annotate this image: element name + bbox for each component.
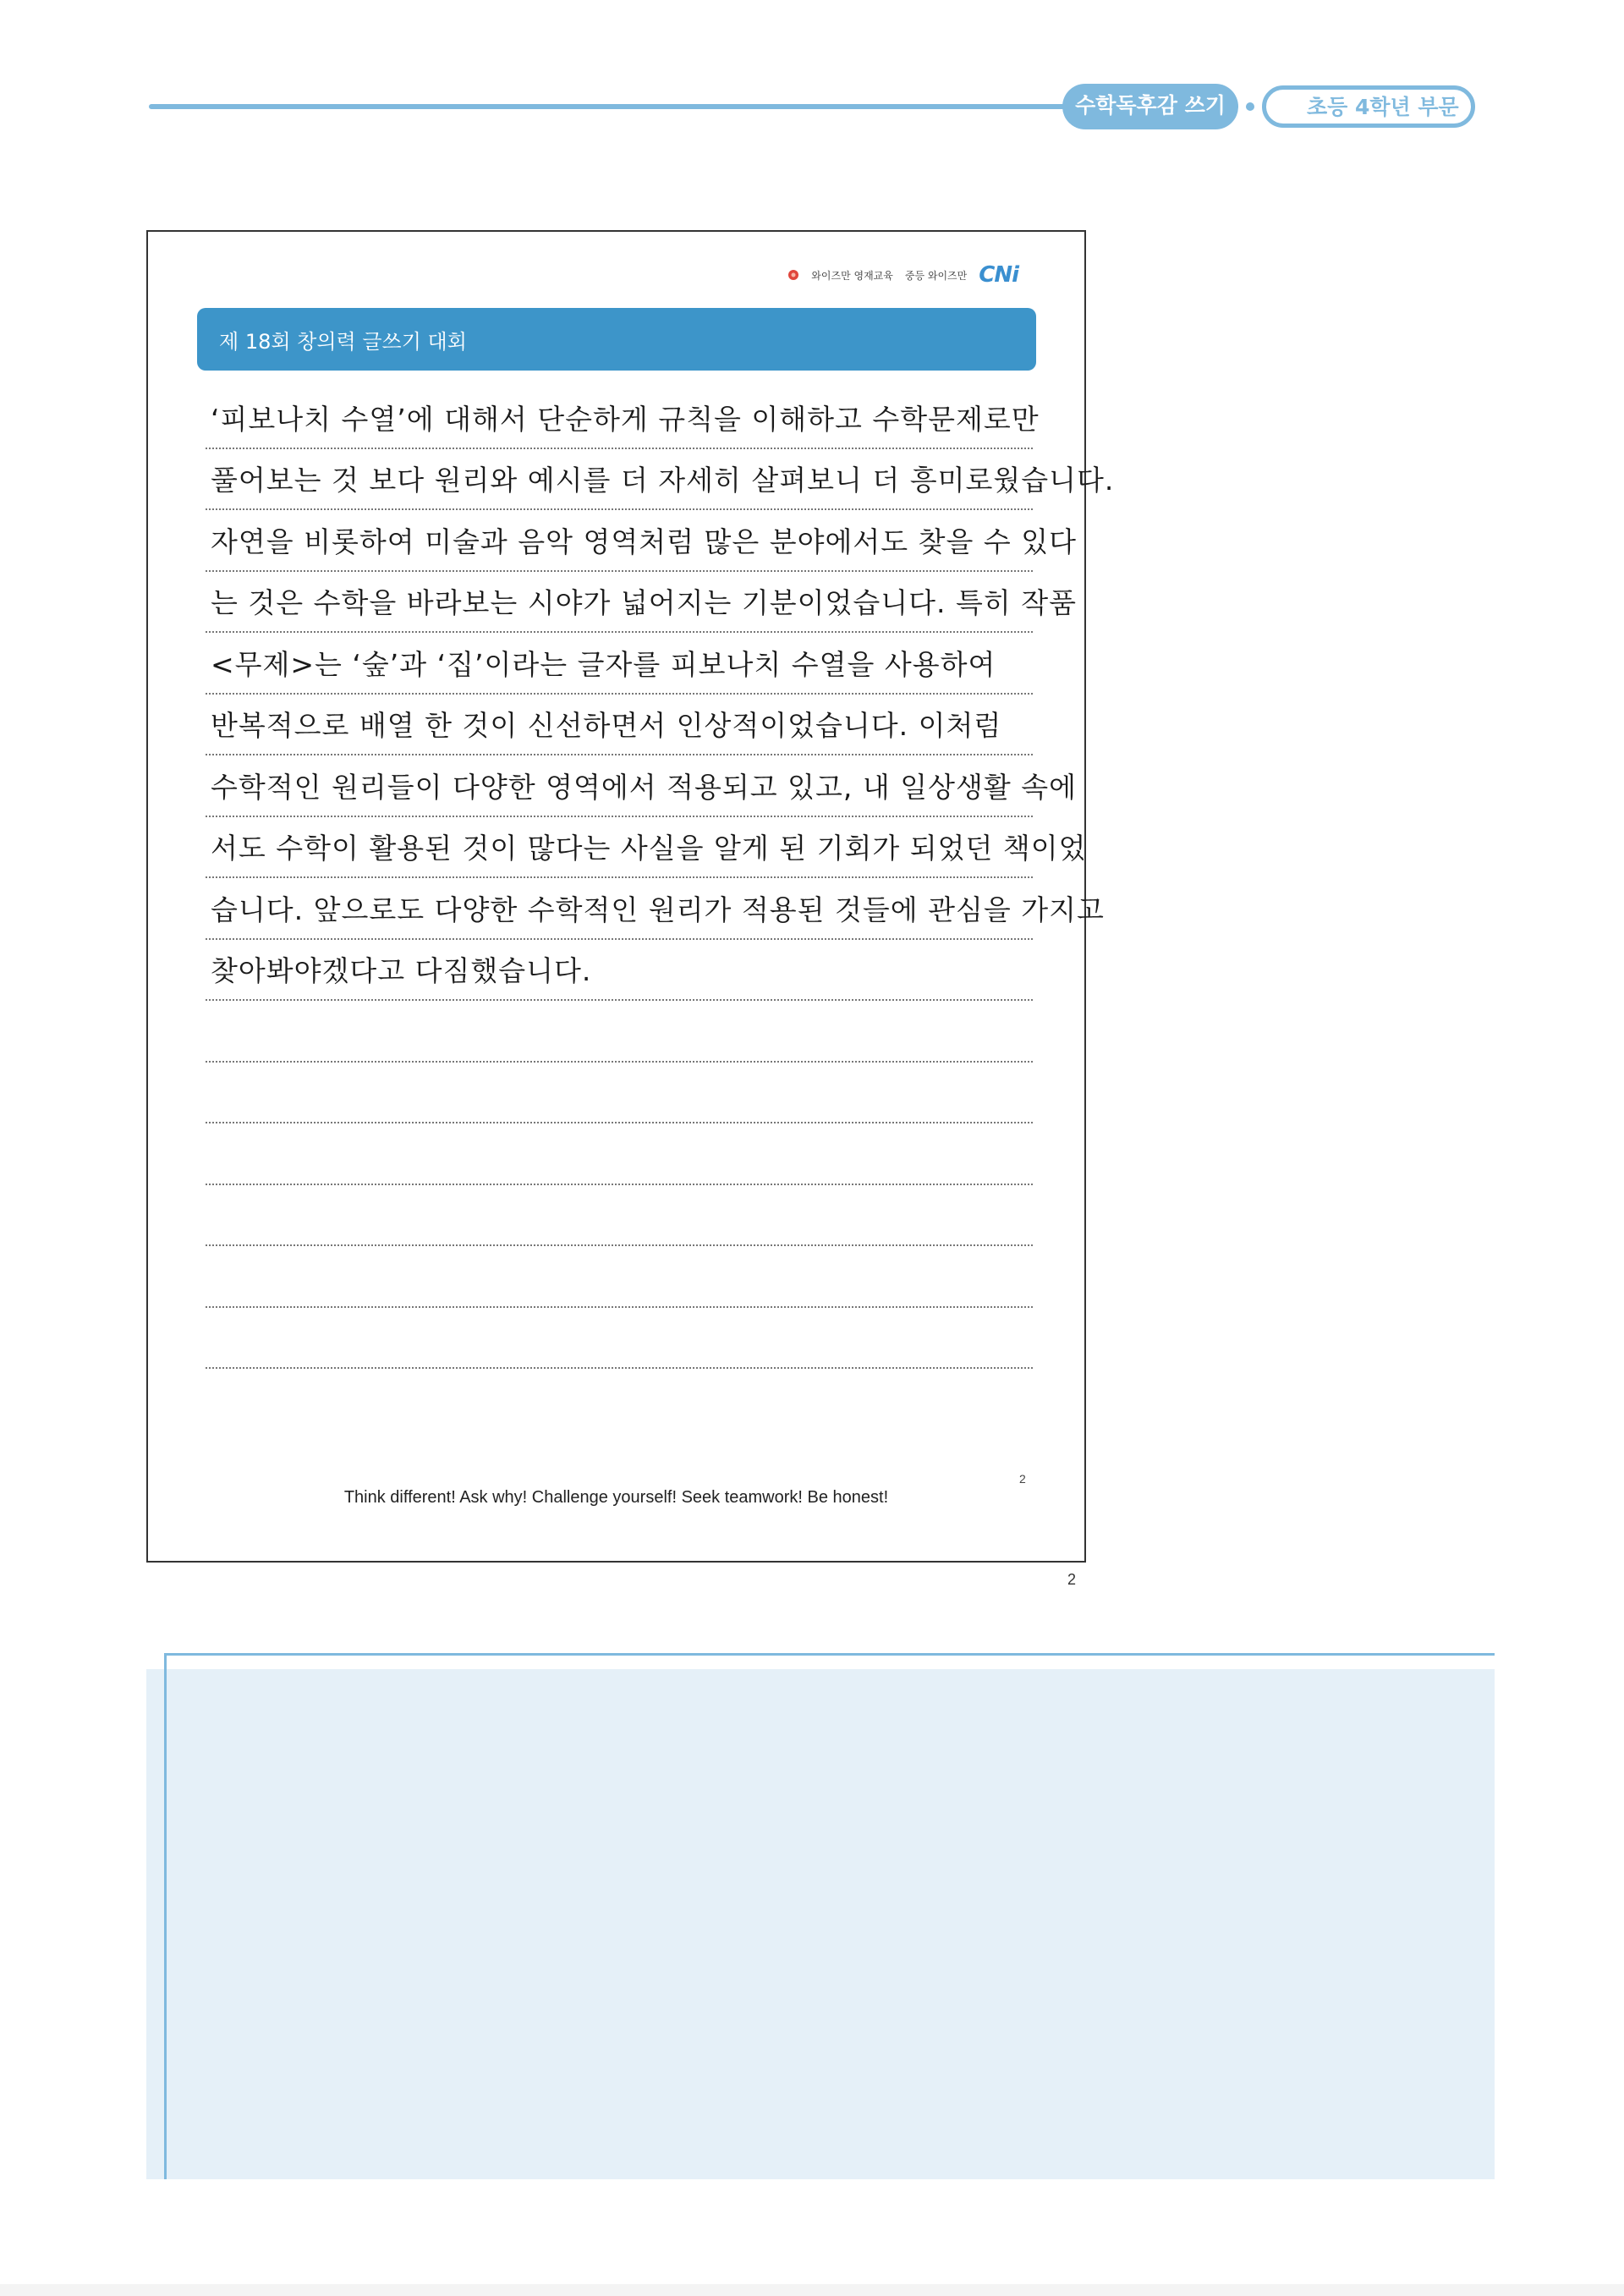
essay-line-text: 자연을 비롯하여 미술과 음악 영역처럼 많은 분야에서도 찾을 수 있다 <box>211 525 1077 558</box>
essay-line-text: 반복적으로 배열 한 것이 신선하면서 인상적이었습니다. 이처럼 <box>211 709 1002 742</box>
contest-title-banner <box>197 308 1036 371</box>
comment-box-left-border <box>164 1653 167 2179</box>
essay-line <box>206 1185 1033 1247</box>
essay-line-text: 서도 수학이 활용된 것이 많다는 사실을 알게 된 기회가 되었던 책이었 <box>211 832 1087 865</box>
grade-badge <box>1262 85 1475 128</box>
essay-line-text: 풀어보는 것 보다 원리와 예시를 더 자세히 살펴보니 더 흥미로웠습니다. <box>211 464 1115 497</box>
essay-line-text: <무제>는 ‘숲’과 ‘집’이라는 글자를 피보나치 수열을 사용하여 <box>211 647 996 681</box>
school-logo-text-1: 와이즈만 영재교육 <box>811 269 893 282</box>
essay-line <box>206 510 1077 572</box>
essay-line-text: 수학적인 원리들이 다양한 영역에서 적용되고 있고, 내 일상생활 속에 <box>211 770 1077 804</box>
essay-line <box>206 1001 1033 1063</box>
separator-dot <box>1246 102 1254 111</box>
essay-line <box>206 695 1033 756</box>
scanned-essay-page <box>146 230 1115 1563</box>
essay-line <box>206 1246 1033 1308</box>
category-label: 수학독후감 쓰기 <box>1075 93 1226 118</box>
logo-row <box>787 262 1018 288</box>
page-number: 2 <box>1067 1571 1077 1588</box>
motto-footer: Think different! Ask why! Challenge yourself! Seek teamwork! Be honest! <box>343 1488 889 1507</box>
essay-line <box>206 1123 1033 1185</box>
header-rule <box>149 104 1067 109</box>
essay-line <box>206 633 1033 695</box>
essay-line <box>206 1308 1033 1370</box>
scan-page-number: 2 <box>1019 1472 1026 1486</box>
essay-line-text: 는 것은 수학을 바라보는 시야가 넓어지는 기분이었습니다. 특히 작품 <box>211 586 1077 619</box>
category-badge <box>1062 84 1238 129</box>
page-bottom-edge <box>0 2284 1624 2296</box>
comment-box <box>146 1669 1495 2179</box>
essay-line <box>206 387 1040 449</box>
essay-line <box>206 878 1105 940</box>
essay-line <box>206 449 1115 511</box>
grade-label: 초등 4학년 부문 <box>1307 95 1459 119</box>
flower-logo-icon <box>787 269 799 281</box>
essay-line-text: ‘피보나치 수열’에 대해서 단순하게 규칙을 이해하고 수학문제로만 <box>211 402 1040 436</box>
comment-box-top-border <box>164 1653 1495 1656</box>
essay-line <box>206 940 1033 1002</box>
contest-title: 제 18회 창의력 글쓰기 대회 <box>219 329 467 354</box>
essay-line-text: 찾아봐야겠다고 다짐했습니다. <box>211 954 592 987</box>
brand-logo-cni: CNi <box>979 262 1018 288</box>
essay-line <box>206 817 1087 879</box>
school-logo-text-2: 중등 와이즈만 <box>904 269 968 282</box>
essay-line-text: 습니다. 앞으로도 다양한 수학적인 원리가 적용된 것들에 관심을 가지고 <box>211 893 1105 926</box>
essay-line <box>206 572 1077 634</box>
essay-body <box>206 387 1115 1369</box>
essay-line <box>206 1063 1033 1124</box>
essay-line <box>206 755 1077 817</box>
